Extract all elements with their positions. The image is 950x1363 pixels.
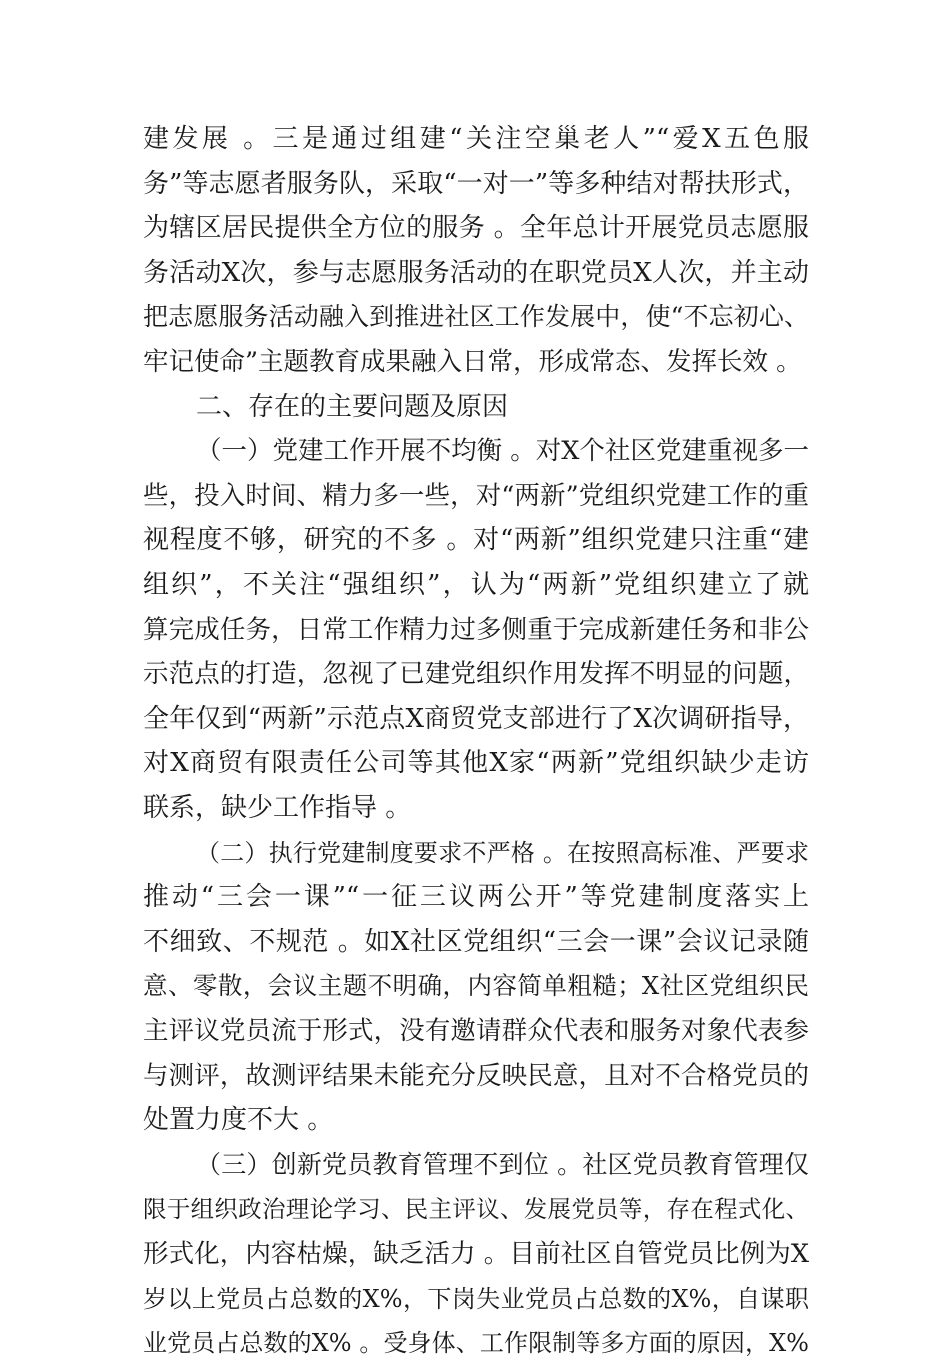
text-line: 务”等志愿者服务队，采取“一对一”等多种结对帮扶形式， [143, 168, 809, 199]
text-line: 些，投入时间、精力多一些，对“两新”党组织党建工作的重 [143, 480, 809, 511]
text-line: （一）党建工作开展不均衡 。对X个社区党建重视多一 [196, 436, 809, 467]
text-line: 全年仅到“两新”示范点X商贸党支部进行了X次调研指导， [143, 703, 809, 734]
text-line: 对X商贸有限责任公司等其他X家“两新”党组织缺少走访 [143, 748, 809, 779]
text-line: 建发展 。三是通过组建“关注空巢老人”“爱X五色服 [143, 124, 809, 154]
text-line: 示范点的打造，忽视了已建党组织作用发挥不明显的问题， [143, 659, 809, 690]
text-line: 视程度不够，研究的不多 。对“两新”组织党建只注重“建 [143, 525, 809, 556]
text-line: 把志愿服务活动融入到推进社区工作发展中，使“不忘初心、 [143, 302, 809, 332]
text-line: 二、存在的主要问题及原因 [196, 391, 509, 422]
text-line: 形式化，内容枯燥，缺乏活力 。目前社区自管党员比例为X [143, 1239, 809, 1269]
text-line: （三）创新党员教育管理不到位 。社区党员教育管理仅 [196, 1149, 809, 1179]
text-line: 不细致、不规范 。如X社区党组织“三会一课”会议记录随 [143, 926, 809, 957]
text-line: 意、零散，会议主题不明确，内容简单粗糙；X社区党组织民 [143, 971, 809, 1001]
text-line: 牢记使命”主题教育成果融入日常，形成常态、发挥长效 。 [143, 347, 802, 377]
text-line: 岁以上党员占总数的X%，下岗失业党员占总数的X%，自谋职 [143, 1284, 809, 1313]
text-line: （二）执行党建制度要求不严格 。在按照高标准、严要求 [196, 838, 809, 867]
text-line: 限于组织政治理论学习、民主评议、发展党员等，存在程式化、 [143, 1195, 809, 1224]
text-line: 推动“三会一课”“一征三议两公开”等党建制度落实上 [143, 882, 809, 913]
text-line: 与测评，故测评结果未能充分反映民意，且对不合格党员的 [143, 1060, 809, 1091]
text-line: 务活动X次，参与志愿服务活动的在职党员X人次，并主动 [143, 257, 809, 288]
text-line: 业党员占总数的X% 。受身体、工作限制等多方面的原因，X% [143, 1329, 809, 1358]
text-line: 主评议党员流于形式，没有邀请群众代表和服务对象代表参 [143, 1016, 809, 1046]
text-line: 处置力度不大 。 [143, 1105, 334, 1136]
text-line: 算完成任务，日常工作精力过多侧重于完成新建任务和非公 [143, 614, 809, 645]
text-line: 组织”，不关注“强组织”，认为“两新”党组织建立了就 [143, 570, 809, 600]
text-line: 联系，缺少工作指导 。 [143, 793, 412, 823]
text-line: 为辖区居民提供全方位的服务 。全年总计开展党员志愿服 [143, 213, 809, 244]
